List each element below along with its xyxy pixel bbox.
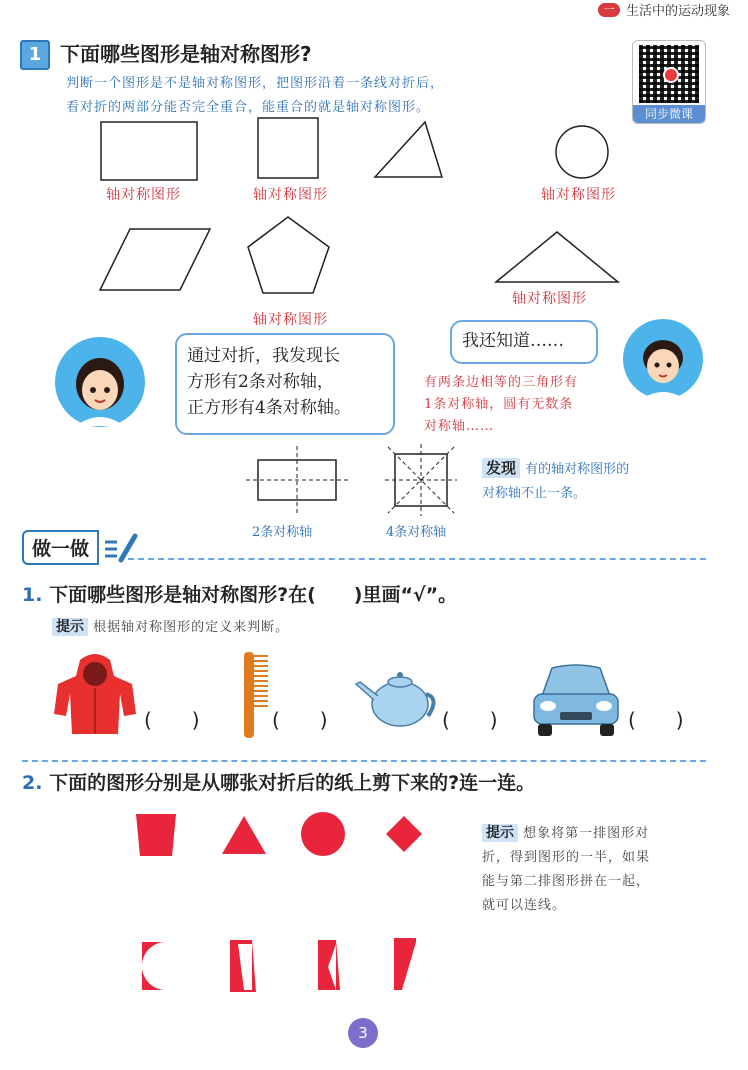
chapter-title: 生活中的运动现象 (625, 4, 730, 19)
boy-note-line-3: 对称轴…… (424, 419, 495, 434)
task2-tip (482, 820, 650, 918)
discover-note (482, 456, 629, 506)
answer-label-square: 轴对称图形 (253, 187, 328, 203)
question-number: 1 (20, 40, 50, 70)
task-divider (22, 760, 706, 762)
shapes-grid (0, 110, 748, 310)
boy-note-line-2: 1条对称轴，圆有无数条 (424, 397, 574, 412)
shape-isosceles-triangle (496, 232, 618, 282)
discover-line-1: 有的轴对称图形的 (525, 462, 630, 477)
task2-tip-line-3: 能与第二排图形拼在一起， (482, 874, 651, 889)
task2-title (22, 768, 535, 795)
girl-speech-line-2: 方形有2条对称轴， (187, 372, 334, 392)
girl-speech-line-3: 正方形有4条对称轴。 (187, 398, 351, 418)
full-shape-circle (301, 812, 345, 856)
task1-tip (52, 616, 289, 636)
chapter-tag (598, 0, 730, 19)
hoodie-icon (50, 650, 140, 738)
task2-tip-line-2: 折，得到图形的一半，如果 (482, 850, 651, 865)
axes-diagrams (240, 440, 480, 530)
answer-label-isosceles: 轴对称图形 (512, 291, 587, 307)
question-title: 下面哪些图形是轴对称图形? (60, 42, 312, 66)
task2-tip-line-4: 就可以连线。 (482, 898, 567, 913)
shape-pentagon (248, 217, 329, 293)
teapot-icon (352, 666, 442, 730)
task1-number: 1. (22, 584, 43, 606)
answer-label-pentagon: 轴对称图形 (253, 312, 328, 328)
half-shape-cutouts (120, 940, 440, 1010)
shape-scalene-triangle (375, 122, 442, 177)
boy-note-line-1: 有两条边相等的三角形有 (424, 375, 579, 390)
practice-label: 做一做 (22, 530, 99, 565)
answer-paren-comb[interactable]: ( ) (272, 708, 328, 732)
answer-paren-teapot[interactable]: ( ) (442, 708, 498, 732)
shape-square (258, 118, 318, 178)
boy-speech-bubble (450, 320, 598, 364)
square-axes-label: 4条对称轴 (386, 525, 447, 540)
answer-paren-hoodie[interactable]: ( ) (144, 708, 200, 732)
full-shape-diamond (386, 816, 422, 852)
task2-tip-line-1: 想象将第一排图形对 (523, 826, 650, 841)
full-shape-triangle (222, 816, 266, 854)
girl-speech-bubble (175, 333, 395, 435)
discover-line-2: 对称轴不止一条。 (482, 486, 587, 501)
task1-tip-tag: 提示 (52, 618, 88, 636)
shape-parallelogram (100, 229, 210, 290)
intro-line-1: 判断一个图形是不是轴对称图形，把图形沿着一条线对折后， (66, 76, 445, 91)
answer-label-rectangle: 轴对称图形 (106, 187, 181, 203)
shape-circle (556, 126, 608, 178)
qr-caption: 同步微课 (633, 105, 705, 123)
task1-tip-text: 根据轴对称图形的定义来判断。 (93, 620, 290, 635)
answer-label-circle: 轴对称图形 (541, 187, 616, 203)
task2-text: 下面的图形分别是从哪张对折后的纸上剪下来的?连一连。 (49, 772, 536, 794)
practice-divider (128, 558, 706, 560)
girl-speech-line-1: 通过对折，我发现长 (187, 346, 340, 366)
qr-code-icon (639, 45, 699, 103)
task2-tip-tag: 提示 (482, 824, 518, 842)
full-shape-trapezoid (136, 814, 176, 856)
boy-speech: 我还知道…… (462, 331, 564, 351)
boy-avatar (622, 318, 704, 400)
page-number: 3 (348, 1018, 378, 1048)
shape-rectangle (101, 122, 197, 180)
intro-line-2: 看对折的两部分能否完全重合，能重合的就是轴对称图形。 (66, 100, 431, 115)
girl-avatar (54, 336, 146, 428)
task1-title (22, 580, 457, 607)
car-icon (528, 660, 624, 740)
boy-note (424, 372, 578, 438)
task2-number: 2. (22, 772, 43, 794)
task1-text: 下面哪些图形是轴对称图形?在( )里画“√”。 (49, 584, 458, 606)
chapter-badge: 一 (598, 3, 620, 17)
discover-tag: 发现 (482, 458, 520, 478)
practice-header (22, 530, 139, 565)
rect-axes-label: 2条对称轴 (252, 525, 313, 540)
comb-icon (242, 648, 272, 740)
answer-paren-car[interactable]: ( ) (628, 708, 684, 732)
